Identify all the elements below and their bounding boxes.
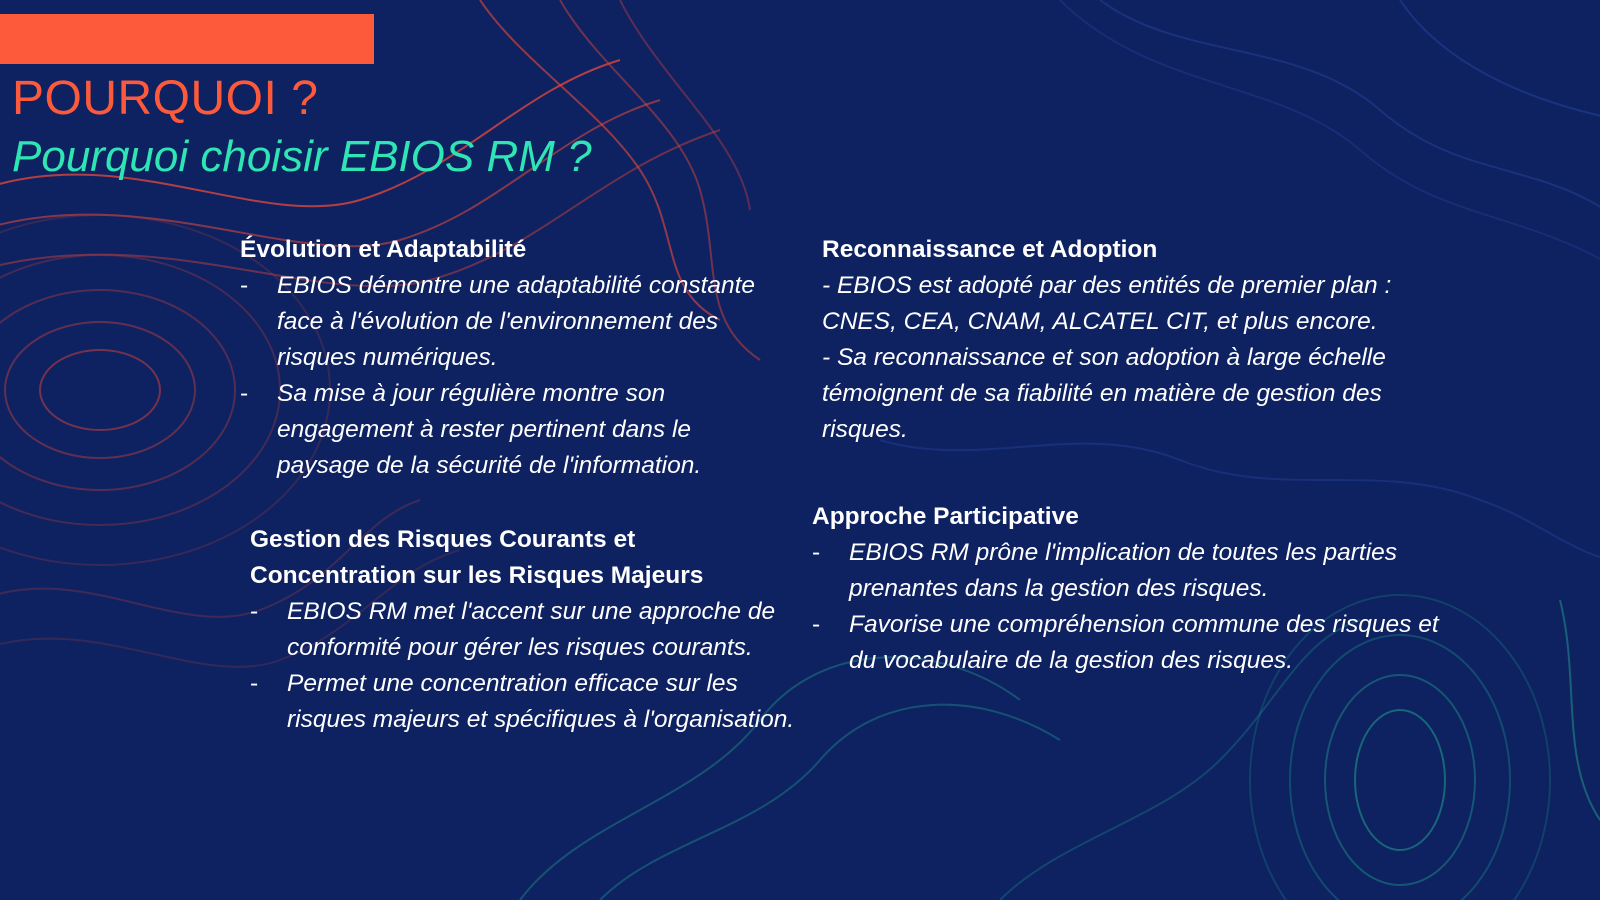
bullet-dash: - <box>250 598 259 625</box>
bullet-dash: - <box>240 380 249 407</box>
list-item <box>240 268 785 376</box>
list-item-text: EBIOS RM prône l'implication de toutes les parties prenantes dans la gestion des risques. <box>849 539 1398 602</box>
section-evolution <box>240 232 785 484</box>
paragraph-line: - Sa reconnaissance et son adoption à large échelle témoignent de sa fiabilité en matière de gestion des risques. <box>822 344 1386 443</box>
section-heading: Reconnaissance et Adoption <box>822 236 1158 263</box>
bullet-dash: - <box>250 670 259 697</box>
paragraph-line: - EBIOS est adopté par des entités de premier plan : CNES, CEA, CNAM, ALCATEL CIT, et plus encore. <box>822 272 1392 335</box>
list-item-text: EBIOS RM met l'accent sur une approche de conformité pour gérer les risques courants. <box>287 598 776 661</box>
bullet-list <box>240 268 785 484</box>
section-heading: Approche Participative <box>812 503 1079 530</box>
section-reconnaissance <box>822 232 1462 448</box>
slide-title: POURQUOI ? <box>12 72 319 125</box>
list-item <box>250 594 800 666</box>
list-item-text: Favorise une compréhension commune des risques et du vocabulaire de la gestion des risques. <box>849 611 1439 674</box>
list-item <box>240 376 785 484</box>
bullet-dash: - <box>240 272 249 299</box>
list-item-text: Permet une concentration efficace sur les risques majeurs et spécifiques à l'organisation. <box>287 670 795 733</box>
list-item-text: Sa mise à jour régulière montre son engagement à rester pertinent dans le paysage de la sécurité de l'information. <box>277 380 702 479</box>
bullet-dash: - <box>812 539 821 566</box>
section-approche <box>812 499 1452 679</box>
bullet-list <box>812 535 1452 679</box>
list-item <box>812 535 1452 607</box>
bullet-list <box>250 594 800 738</box>
accent-bar <box>0 14 374 64</box>
list-item-text: EBIOS démontre une adaptabilité constante face à l'évolution de l'environnement des risques numériques. <box>277 272 756 371</box>
slide-subtitle: Pourquoi choisir EBIOS RM ? <box>12 132 592 181</box>
bullet-dash: - <box>812 611 821 638</box>
section-heading: Évolution et Adaptabilité <box>240 236 527 263</box>
section-gestion <box>250 522 800 738</box>
list-item <box>812 607 1452 679</box>
list-item <box>250 666 800 738</box>
section-heading: Gestion des Risques Courants et Concentration sur les Risques Majeurs <box>250 526 704 589</box>
